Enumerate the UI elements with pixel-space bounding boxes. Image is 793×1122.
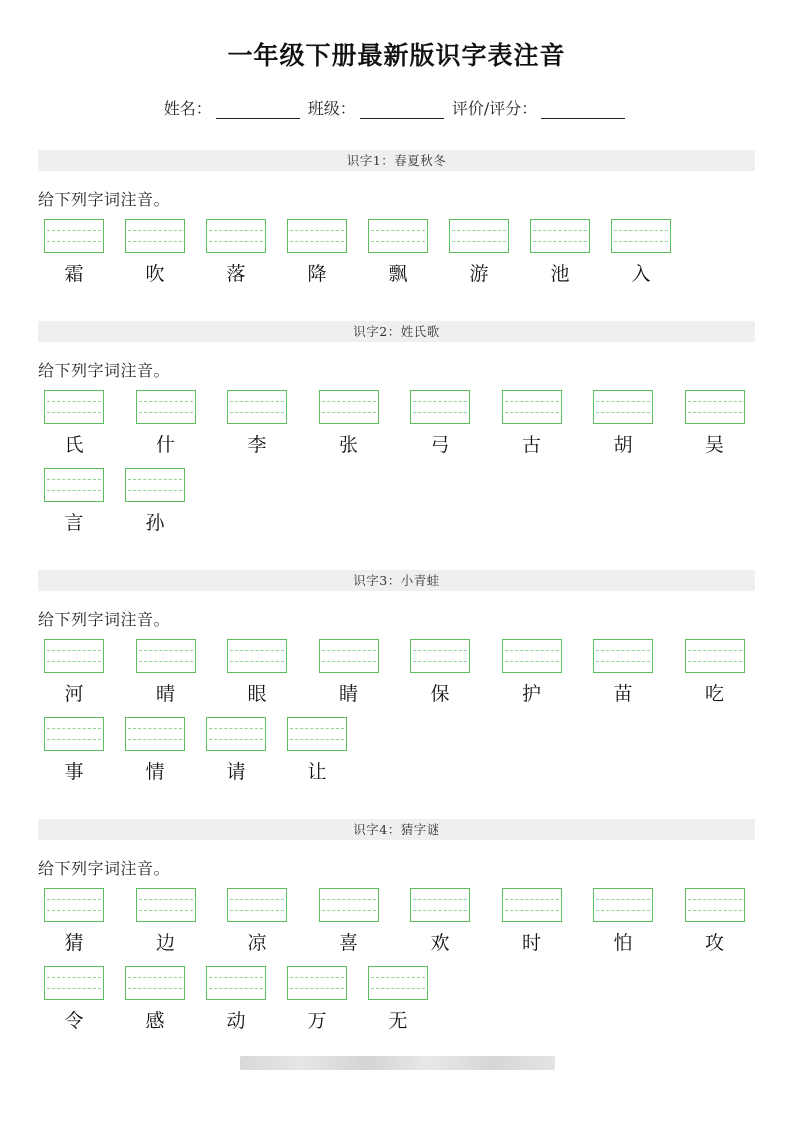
pinyin-grid[interactable] [227, 888, 287, 922]
hanzi-char: 凉 [247, 932, 267, 954]
hanzi-char: 动 [226, 1010, 246, 1032]
char-item [685, 639, 747, 706]
pinyin-grid[interactable] [611, 219, 671, 253]
char-item [410, 639, 472, 706]
hanzi-char: 降 [307, 263, 327, 285]
hanzi-char: 河 [64, 683, 84, 705]
hanzi-char: 感 [145, 1010, 165, 1032]
char-row [38, 468, 755, 546]
hanzi-char: 吹 [145, 263, 165, 285]
hanzi-char: 落 [226, 263, 246, 285]
char-item [125, 219, 187, 286]
pinyin-grid[interactable] [44, 639, 104, 673]
section-1 [38, 150, 755, 297]
char-item [593, 390, 655, 457]
pinyin-grid[interactable] [206, 966, 266, 1000]
hanzi-char: 李 [247, 434, 267, 456]
char-item [287, 219, 349, 286]
section-2 [38, 321, 755, 546]
hanzi-char: 怕 [613, 932, 633, 954]
hanzi-char: 情 [145, 761, 165, 783]
hanzi-char: 孙 [145, 512, 165, 534]
hanzi-char: 欢 [430, 932, 450, 954]
char-item [530, 219, 592, 286]
hanzi-char: 池 [550, 263, 570, 285]
hanzi-char: 入 [631, 263, 651, 285]
char-item [227, 390, 289, 457]
char-row [38, 717, 755, 795]
char-item [368, 219, 430, 286]
char-item [502, 639, 564, 706]
char-row [38, 219, 755, 297]
pinyin-grid[interactable] [410, 639, 470, 673]
pinyin-grid[interactable] [502, 888, 562, 922]
char-item [227, 639, 289, 706]
char-item [44, 219, 106, 286]
char-item [44, 639, 106, 706]
hanzi-char: 护 [521, 683, 541, 705]
char-item [125, 468, 187, 535]
char-item [410, 888, 472, 955]
hanzi-char: 霜 [64, 263, 84, 285]
pinyin-grid[interactable] [593, 390, 653, 424]
char-item [368, 966, 430, 1033]
pinyin-grid[interactable] [502, 390, 562, 424]
blurred-footer [240, 1056, 555, 1070]
char-item [44, 966, 106, 1033]
pinyin-grid[interactable] [136, 639, 196, 673]
char-item [449, 219, 511, 286]
hanzi-char: 张 [338, 434, 358, 456]
char-item [593, 639, 655, 706]
hanzi-char: 睛 [338, 683, 358, 705]
score-blank[interactable] [541, 102, 625, 119]
char-item [319, 639, 381, 706]
score-label: 评价/评分： [451, 99, 538, 118]
pinyin-grid[interactable] [685, 639, 745, 673]
char-item [611, 219, 673, 286]
section-header: 识字3：小青蛙 [38, 570, 755, 591]
pinyin-grid[interactable] [125, 219, 185, 253]
hanzi-char: 保 [430, 683, 450, 705]
pinyin-grid[interactable] [593, 888, 653, 922]
hanzi-char: 万 [307, 1010, 327, 1032]
pinyin-grid[interactable] [136, 390, 196, 424]
hanzi-char: 无 [388, 1010, 408, 1032]
hanzi-char: 言 [64, 512, 84, 534]
instruction: 给下列字词注音。 [38, 361, 171, 380]
hanzi-char: 飘 [388, 263, 408, 285]
char-item [502, 390, 564, 457]
pinyin-grid[interactable] [287, 717, 347, 751]
pinyin-grid[interactable] [136, 888, 196, 922]
instruction: 给下列字词注音。 [38, 190, 171, 209]
hanzi-char: 氏 [64, 434, 84, 456]
char-item [136, 888, 198, 955]
char-item [136, 639, 198, 706]
hanzi-char: 晴 [155, 683, 175, 705]
hanzi-char: 请 [226, 761, 246, 783]
pinyin-grid[interactable] [685, 888, 745, 922]
pinyin-grid[interactable] [287, 966, 347, 1000]
pinyin-grid[interactable] [368, 966, 428, 1000]
hanzi-char: 吃 [704, 683, 724, 705]
pinyin-grid[interactable] [319, 390, 379, 424]
hanzi-char: 边 [155, 932, 175, 954]
pinyin-grid[interactable] [44, 888, 104, 922]
pinyin-grid[interactable] [593, 639, 653, 673]
hanzi-char: 什 [155, 434, 175, 456]
hanzi-char: 胡 [613, 434, 633, 456]
hanzi-char: 古 [521, 434, 541, 456]
pinyin-grid[interactable] [44, 390, 104, 424]
section-4 [38, 819, 755, 1044]
char-item [287, 966, 349, 1033]
pinyin-grid[interactable] [685, 390, 745, 424]
pinyin-grid[interactable] [368, 219, 428, 253]
hanzi-char: 弓 [430, 434, 450, 456]
pinyin-grid[interactable] [502, 639, 562, 673]
char-item [136, 390, 198, 457]
name-label: 姓名： [163, 99, 212, 118]
char-item [410, 390, 472, 457]
char-item [502, 888, 564, 955]
char-item [685, 390, 747, 457]
class-blank[interactable] [360, 102, 444, 119]
pinyin-grid[interactable] [410, 888, 470, 922]
hanzi-char: 喜 [338, 932, 358, 954]
section-header: 识字2：姓氏歌 [38, 321, 755, 342]
hanzi-char: 吴 [704, 434, 724, 456]
pinyin-grid[interactable] [44, 966, 104, 1000]
name-blank[interactable] [216, 102, 300, 119]
pinyin-grid[interactable] [227, 639, 287, 673]
section-header: 识字4：猜字谜 [38, 819, 755, 840]
hanzi-char: 时 [521, 932, 541, 954]
hanzi-char: 攻 [704, 932, 724, 954]
pinyin-grid[interactable] [125, 468, 185, 502]
pinyin-grid[interactable] [530, 219, 590, 253]
hanzi-char: 事 [64, 761, 84, 783]
pinyin-grid[interactable] [125, 966, 185, 1000]
char-item [206, 966, 268, 1033]
char-row [38, 639, 755, 717]
char-row [38, 966, 755, 1044]
page-title: 一年级下册最新版识字表注音 [227, 41, 566, 70]
char-item [206, 219, 268, 286]
hanzi-char: 眼 [247, 683, 267, 705]
char-item [227, 888, 289, 955]
char-item [125, 717, 187, 784]
pinyin-grid[interactable] [44, 219, 104, 253]
char-item [125, 966, 187, 1033]
char-item [44, 468, 106, 535]
char-item [44, 390, 106, 457]
section-header: 识字1：春夏秋冬 [38, 150, 755, 171]
student-info [0, 96, 793, 119]
pinyin-grid[interactable] [206, 219, 266, 253]
pinyin-grid[interactable] [319, 639, 379, 673]
char-item [287, 717, 349, 784]
char-item [319, 390, 381, 457]
hanzi-char: 让 [307, 761, 327, 783]
char-item [44, 717, 106, 784]
char-item [593, 888, 655, 955]
class-label: 班级： [307, 99, 356, 118]
char-item [319, 888, 381, 955]
hanzi-char: 苗 [613, 683, 633, 705]
char-item [44, 888, 106, 955]
pinyin-grid[interactable] [319, 888, 379, 922]
instruction: 给下列字词注音。 [38, 610, 171, 629]
hanzi-char: 游 [469, 263, 489, 285]
char-row [38, 888, 755, 966]
hanzi-char: 猜 [64, 932, 84, 954]
section-3 [38, 570, 755, 795]
pinyin-grid[interactable] [44, 468, 104, 502]
hanzi-char: 令 [64, 1010, 84, 1032]
char-item [685, 888, 747, 955]
pinyin-grid[interactable] [410, 390, 470, 424]
char-item [206, 717, 268, 784]
pinyin-grid[interactable] [287, 219, 347, 253]
pinyin-grid[interactable] [227, 390, 287, 424]
pinyin-grid[interactable] [206, 717, 266, 751]
pinyin-grid[interactable] [125, 717, 185, 751]
char-row [38, 390, 755, 468]
pinyin-grid[interactable] [44, 717, 104, 751]
pinyin-grid[interactable] [449, 219, 509, 253]
instruction: 给下列字词注音。 [38, 859, 171, 878]
